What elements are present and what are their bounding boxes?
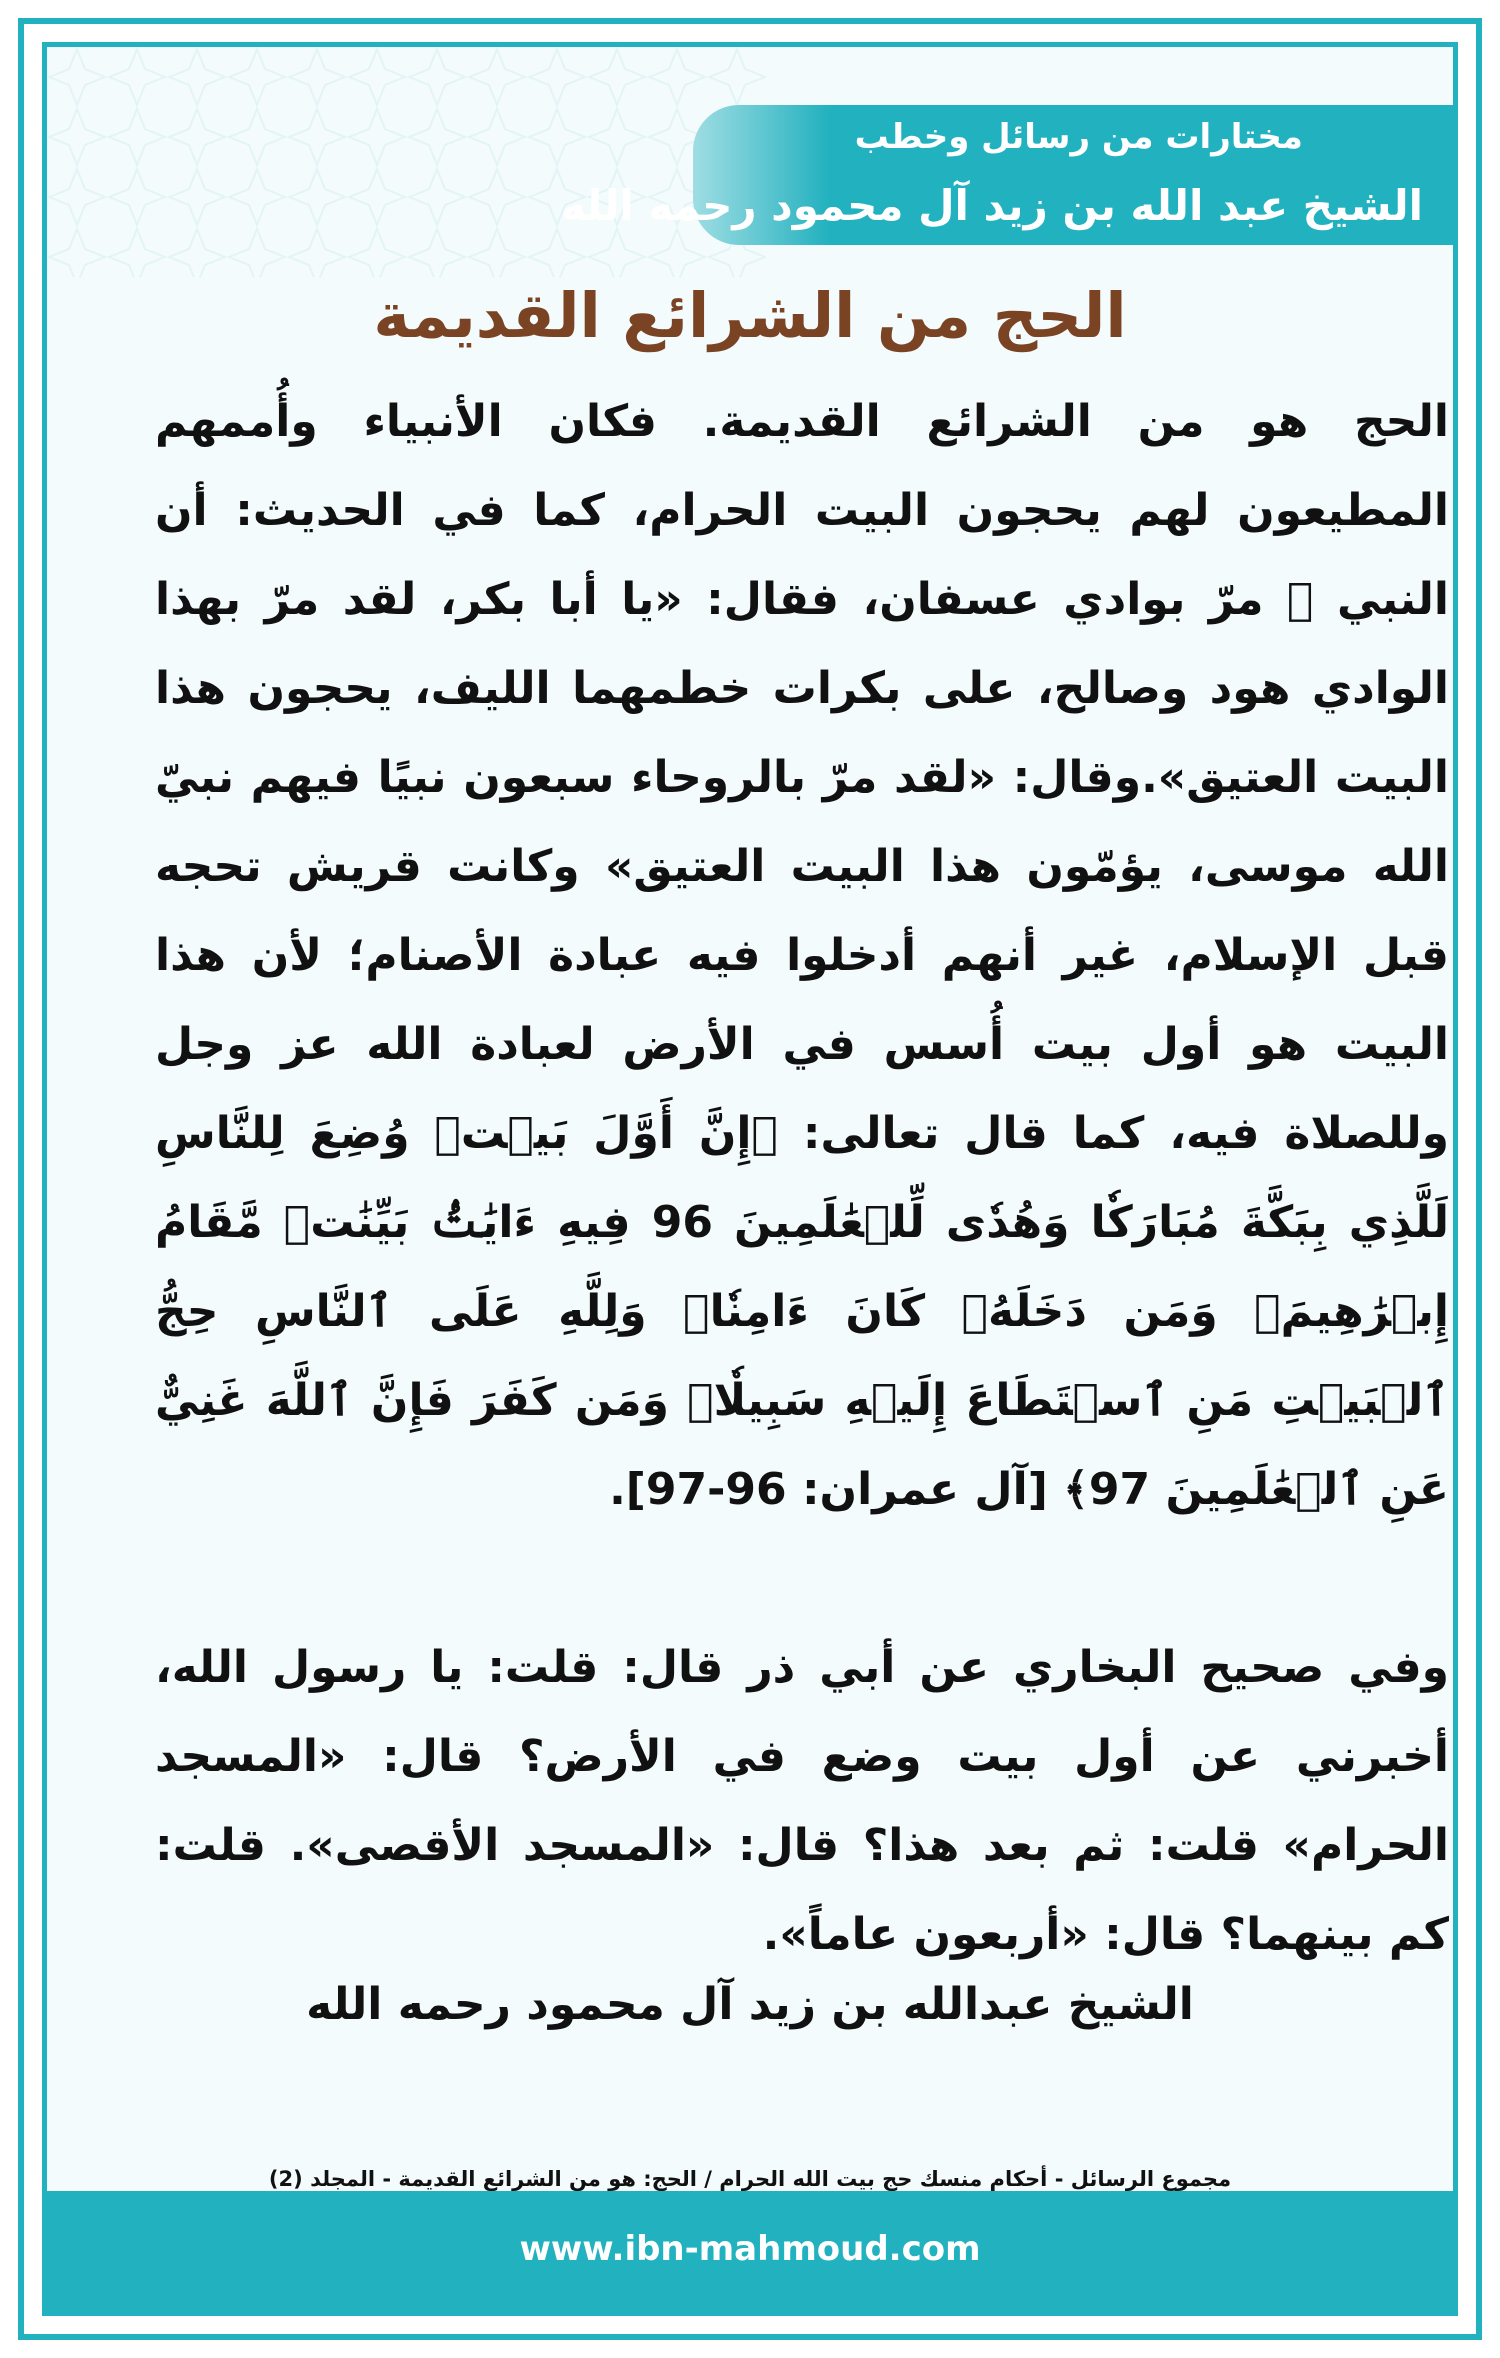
footer-bar [47,2191,1453,2311]
source-reference: مجموع الرسائل - أحكام منسك حج بيت الله الحرام / الحج: هو من الشرائع القديمة - المجلد (2) [268,2167,1232,2191]
decorative-pattern [47,47,767,277]
header-series-title: مختارات من رسائل وخطب [854,117,1303,157]
page-title: الحج من الشرائع القديمة [373,279,1127,352]
header-author: الشيخ عبد الله بن زيد آل محمود رحمه الله [561,181,1423,230]
signature: الشيخ عبدالله بن زيد آل محمود رحمه الله [306,1979,1194,2030]
paragraph-1: الحج هو من الشرائع القديمة. فكان الأنبياء وأُممهم المطيعون لهم يحجون البيت الحرام، كما في الحديث: أن النبي ﷺ مرّ بوادي عسفان، فقال: «يا أبا بكر، لقد مرّ بهذا الوادي هود وصالح، على بكرات خطمهما الليف، يحجون هذا البيت العتيق».وقال: «لقد مرّ بالروحاء سبعون نبيًا فيهم نبيّ الله موسى، يؤمّون هذا البيت العتيق» وكانت قريش تحجه قبل الإسلام، غير أنهم أدخلوا فيه عبادة الأصنام؛ لأن هذا البيت هو أول بيت أُسس في الأرض لعبادة الله عز وجل وللصلاة فيه، كما قال تعالى: ﴿إِنَّ أَوَّلَ بَيۡتٖ وُضِعَ لِلنَّاسِ لَلَّذِي بِبَكَّةَ مُبَارَكٗا وَهُدٗى لِّلۡعَٰلَمِينَ 96 فِيهِ ءَايَٰتُۢ بَيِّنَٰتٞ مَّقَامُ إِبۡرَٰهِيمَۖ وَمَن دَخَلَهُۥ كَانَ ءَامِنٗاۗ وَلِلَّهِ عَلَى ٱلنَّاسِ حِجُّ ٱلۡبَيۡتِ مَنِ ٱسۡتَطَاعَ إِلَيۡهِ سَبِيلٗاۚ وَمَن كَفَرَ فَإِنَّ ٱللَّهَ غَنِيٌّ عَنِ ٱلۡعَٰلَمِينَ 97﴾ [آل عمران: 96-97]. [155,396,1450,1515]
paragraph-2: وفي صحيح البخاري عن أبي ذر قال: قلت: يا رسول الله، أخبرني عن أول بيت وضع في الأرض؟ قال: «المسجد الحرام» قلت: ثم بعد هذا؟ قال: «المسجد الأقصى». قلت: كم بينهما؟ قال: «أربعون عاماً». [155,1642,1449,1960]
website-link[interactable]: www.ibn-mahmoud.com [519,2229,981,2269]
content-card [42,42,1458,2316]
article-body [155,377,1449,1979]
